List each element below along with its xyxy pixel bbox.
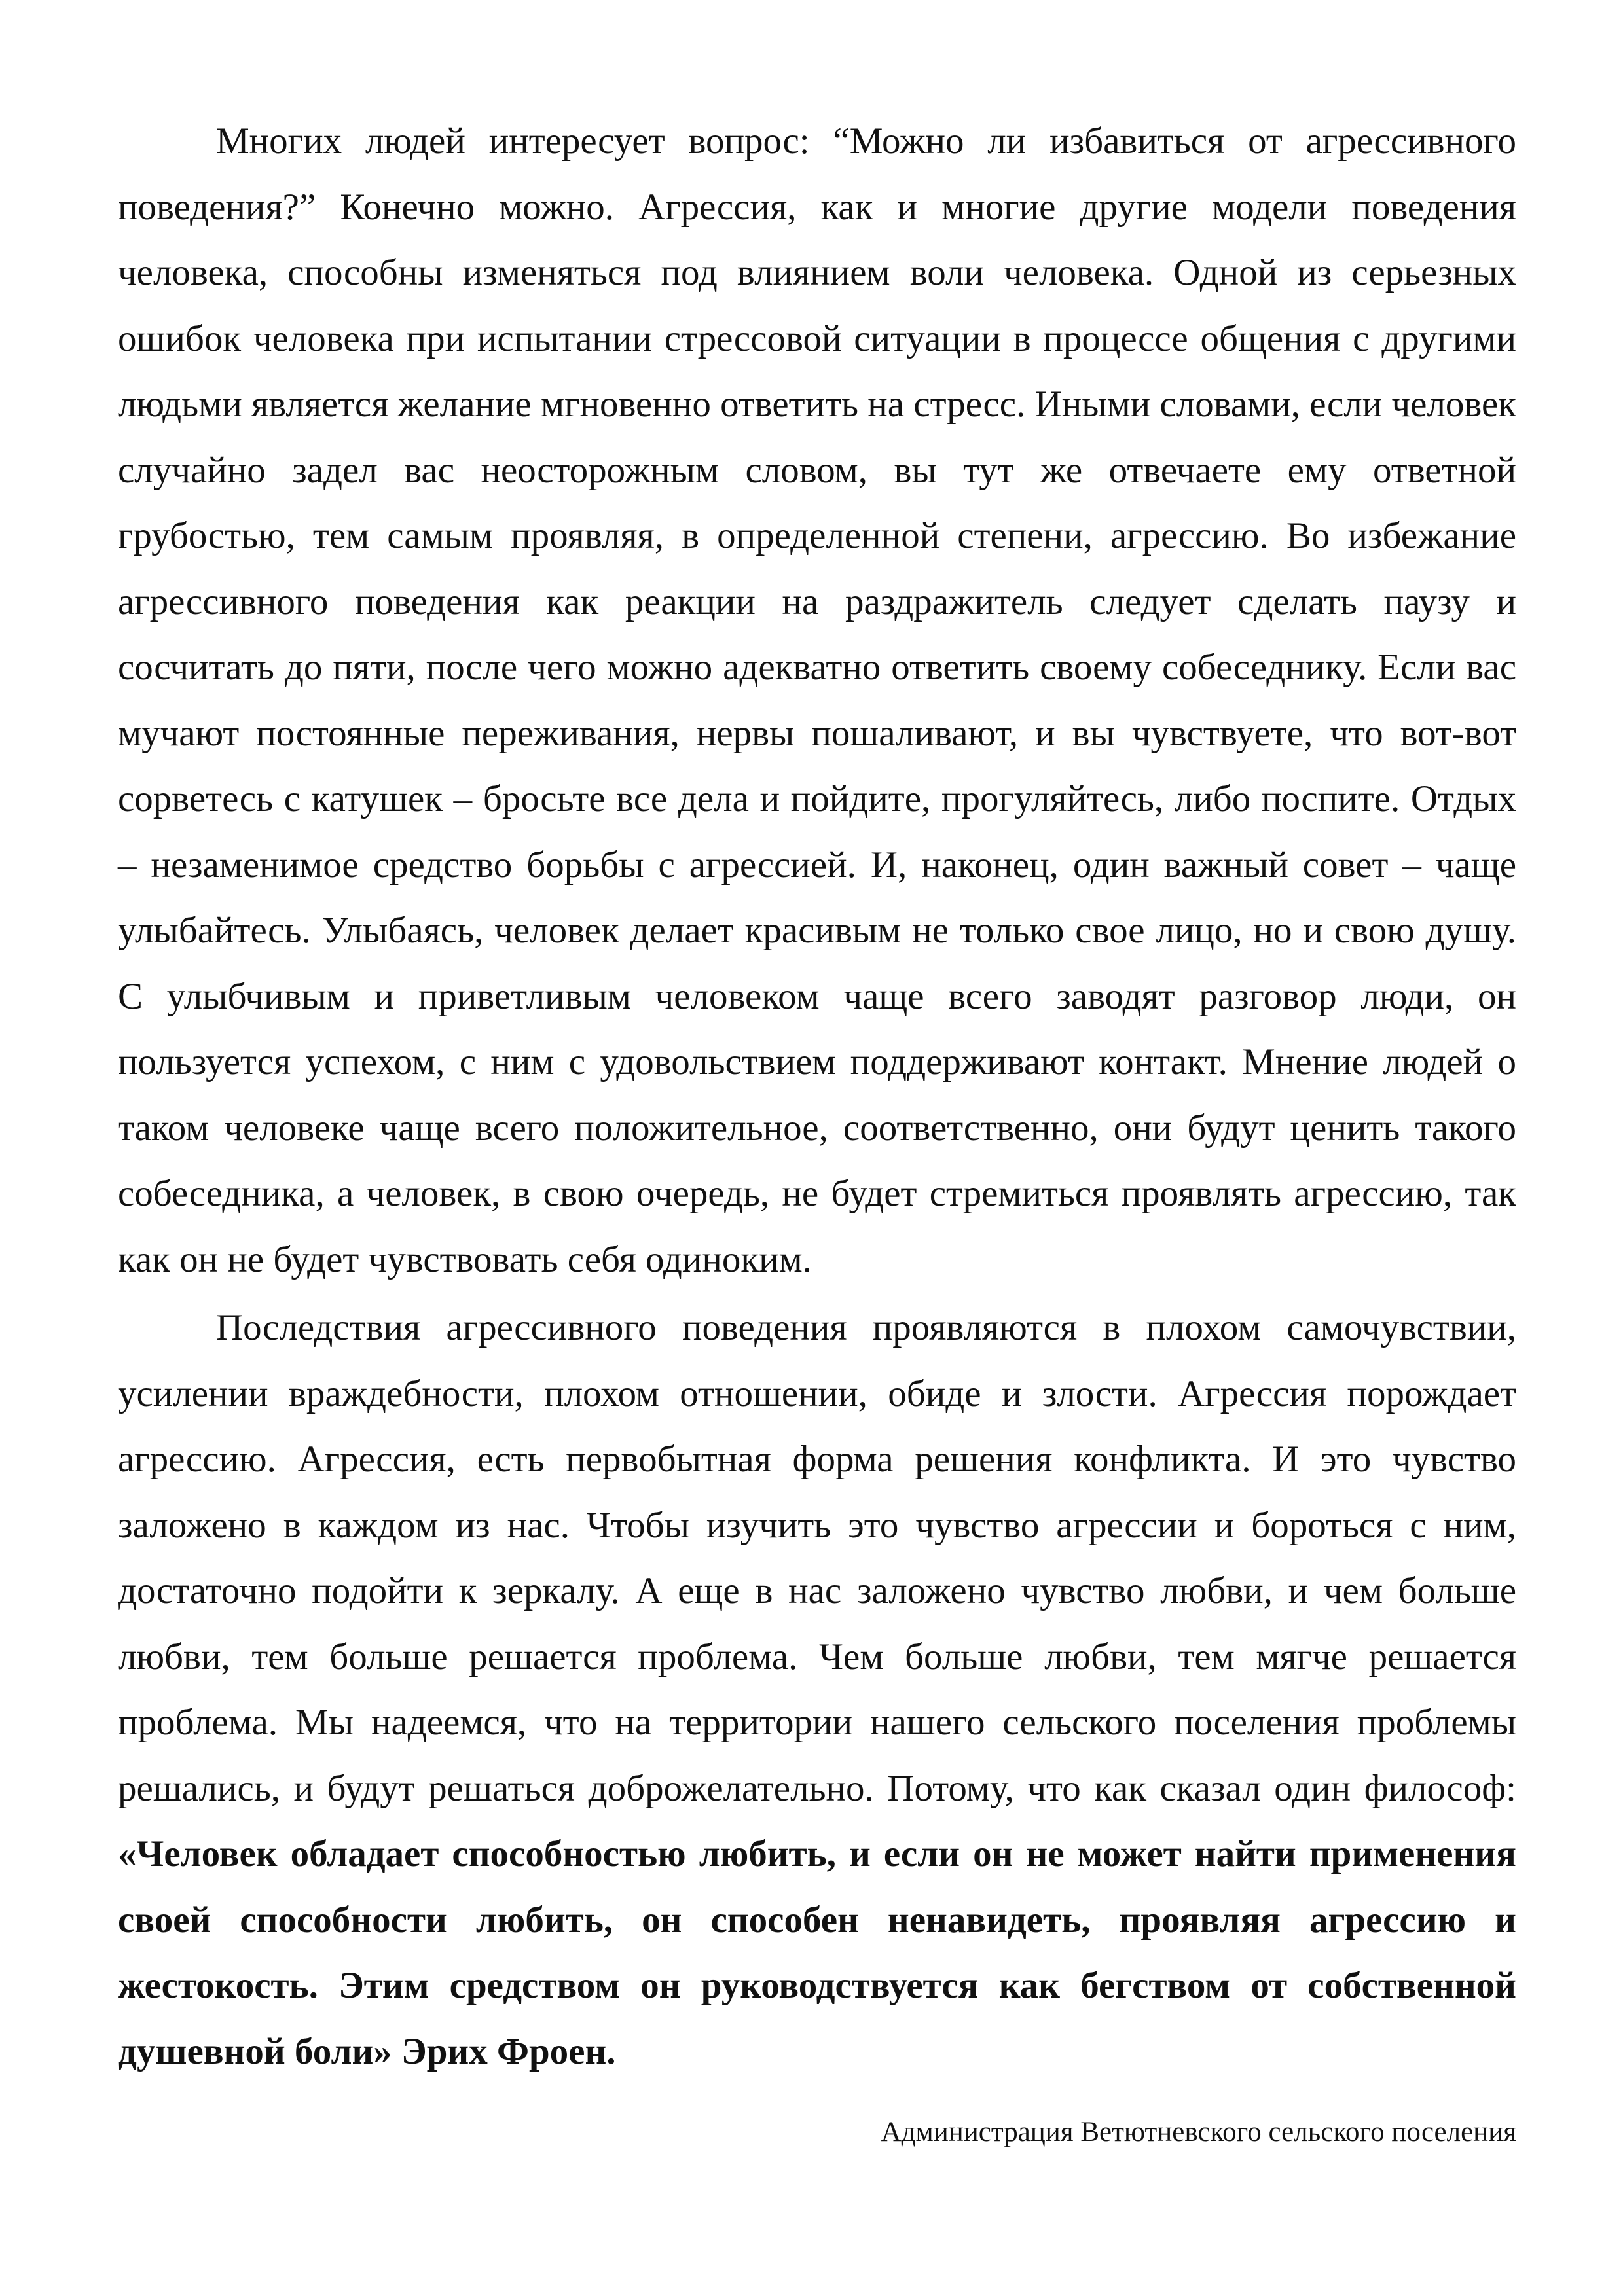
document-body <box>118 109 1516 2085</box>
paragraph-1: Многих людей интересует вопрос: “Можно ли избавиться от агрессивного поведения?” Конечно можно. Агрессия, как и многие другие модели поведения человека, способны изменяться под влиянием воли человека. Одной из серьезных ошибок человека при испытании стрессовой ситуации в процессе общения с другими людьми является желание мгновенно ответить на стресс. Иными словами, если человек случайно задел вас неосторожным словом, вы тут же отвечаете ему ответной грубостью, тем самым проявляя, в определенной степени, агрессию. Во избежание агрессивного поведения как реакции на раздражитель следует сделать паузу и сосчитать до пяти, после чего можно адекватно ответить своему собеседнику. Если вас мучают постоянные переживания, нервы пошаливают, и вы чувствуете, что вот-вот сорветесь с катушек – бросьте все дела и пойдите, прогуляйтесь, либо поспите. Отдых – незаменимое средство борьбы с агрессией. И, наконец, один важный совет – чаще улыбайтесь. Улыбаясь, человек делает красивым не только свое лицо, но и свою душу. С улыбчивым и приветливым человеком чаще всего заводят разговор люди, он пользуется успехом, с ним с удовольствием поддерживают контакт. Мнение людей о таком человеке чаще всего положительное, соответственно, они будут ценить такого собеседника, а человек, в свою очередь, не будет стремиться проявлять агрессию, так как он не будет чувствовать себя одиноким. <box>118 120 1516 1280</box>
fromm-quote: «Человек обладает способностью любить, и если он не может найти применения своей способности любить, он способен ненавидеть, проявляя агрессию и жестокость. Этим средством он руководствуется как бегством от собственной душевной боли» Эрих Фроен. <box>118 1833 1516 2072</box>
paragraph-2-text: Последствия агрессивного поведения проявляются в плохом самочувствии, усилении враждебности, плохом отношении, обиде и злости. Агрессия порождает агрессию. Агрессия, есть первобытная форма решения конфликта. И это чувство заложено в каждом из нас. Чтобы изучить это чувство агрессии и бороться с ним, достаточно подойти к зеркалу. А еще в нас заложено чувство любви, и чем больше любви, тем больше решается проблема. Чем больше любви, тем мягче решается проблема. Мы надеемся, что на территории нашего сельского поселения проблемы решались, и будут решаться доброжелательно. Потому, что как сказал один философ: <box>118 1307 1516 1809</box>
signature-line: Администрация Ветютневского сельского поселения <box>881 2117 1516 2147</box>
paragraph-2 <box>118 1295 1516 2085</box>
